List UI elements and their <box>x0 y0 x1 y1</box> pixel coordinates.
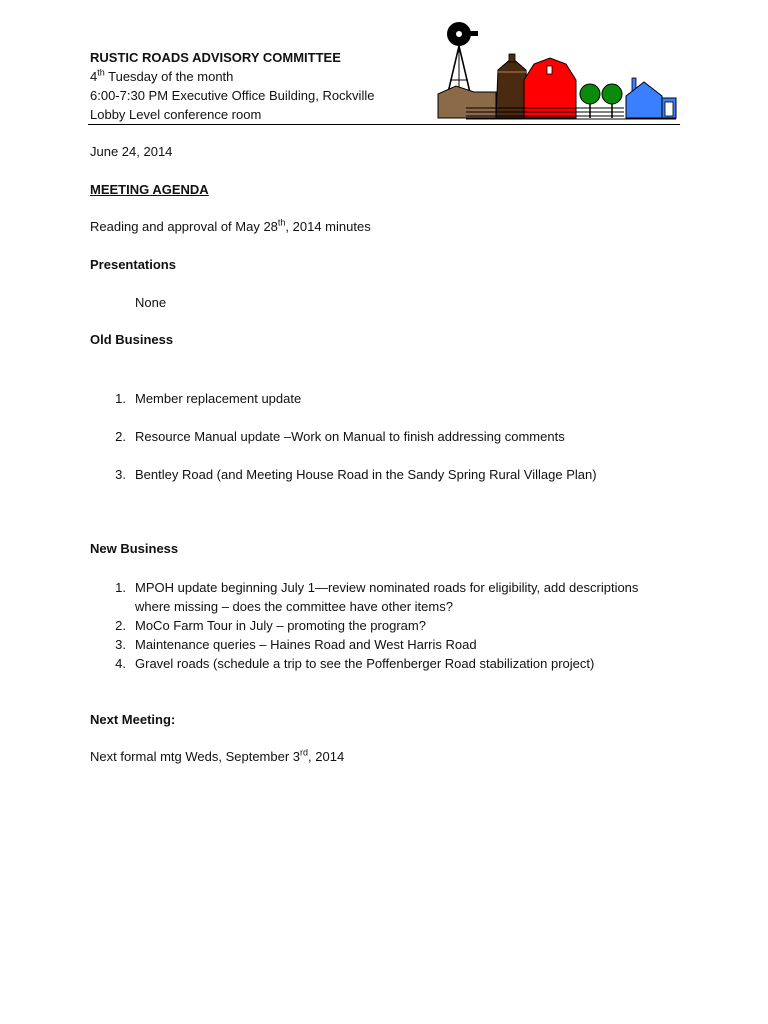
header-divider <box>88 124 680 125</box>
item-text: Maintenance queries – Haines Road and West Harris Road <box>135 637 477 652</box>
tree-icon <box>580 84 622 118</box>
item-number: 4. <box>115 656 126 671</box>
item-text <box>135 578 690 616</box>
presentations-heading: Presentations <box>90 257 176 272</box>
minutes-approval <box>90 219 371 234</box>
committee-name: RUSTIC ROADS ADVISORY COMMITTEE <box>90 50 341 65</box>
house-icon <box>626 78 676 118</box>
presentations-body: None <box>135 295 167 310</box>
item-text-line: where missing – does the committee have other items? <box>135 599 453 614</box>
letterhead <box>90 48 374 124</box>
item-number: 2. <box>115 429 126 444</box>
next-meeting-ordinal: rd <box>300 747 309 758</box>
item-text: Bentley Road (and Meeting House Road in the Sandy Spring Rural Village Plan) <box>135 467 597 482</box>
next-meeting-heading: Next Meeting: <box>90 712 176 727</box>
shed-icon <box>438 86 496 118</box>
next-meeting-date <box>90 749 344 764</box>
item-number: 1. <box>115 391 126 406</box>
item-text: Resource Manual update –Work on Manual to finish addressing comments <box>135 429 565 444</box>
item-number: 3. <box>115 467 126 482</box>
schedule-number: 4 <box>90 69 98 84</box>
new-business-heading: New Business <box>90 541 179 556</box>
item-text: Member replacement update <box>135 391 302 406</box>
minutes-ordinal: th <box>277 217 286 228</box>
old-business-heading: Old Business <box>90 332 174 347</box>
meeting-date: June 24, 2014 <box>90 144 173 159</box>
next-meeting-year: , 2014 <box>308 749 345 764</box>
minutes-year: , 2014 minutes <box>285 219 371 234</box>
next-meeting-text: Next formal mtg Weds, September 3 <box>90 749 301 764</box>
schedule-ordinal: th <box>97 67 105 78</box>
farm-logo <box>436 18 681 124</box>
meeting-schedule <box>90 67 374 86</box>
item-text: MoCo Farm Tour in July – promoting the program? <box>135 618 426 633</box>
item-number: 2. <box>115 618 126 633</box>
minutes-text: Reading and approval of May 28 <box>90 219 278 234</box>
room: Lobby Level conference room <box>90 107 262 122</box>
schedule-text: Tuesday of the month <box>104 69 234 84</box>
barn-icon <box>524 58 576 118</box>
item-number: 3. <box>115 637 126 652</box>
time-location: 6:00-7:30 PM Executive Office Building, Rockville <box>90 88 375 103</box>
item-text-line: MPOH update beginning July 1—review nominated roads for eligibility, add descriptions <box>135 580 639 595</box>
agenda-title: MEETING AGENDA <box>90 182 209 197</box>
item-text: Gravel roads (schedule a trip to see the Poffenberger Road stabilization project) <box>135 656 595 671</box>
item-number: 1. <box>115 580 126 595</box>
